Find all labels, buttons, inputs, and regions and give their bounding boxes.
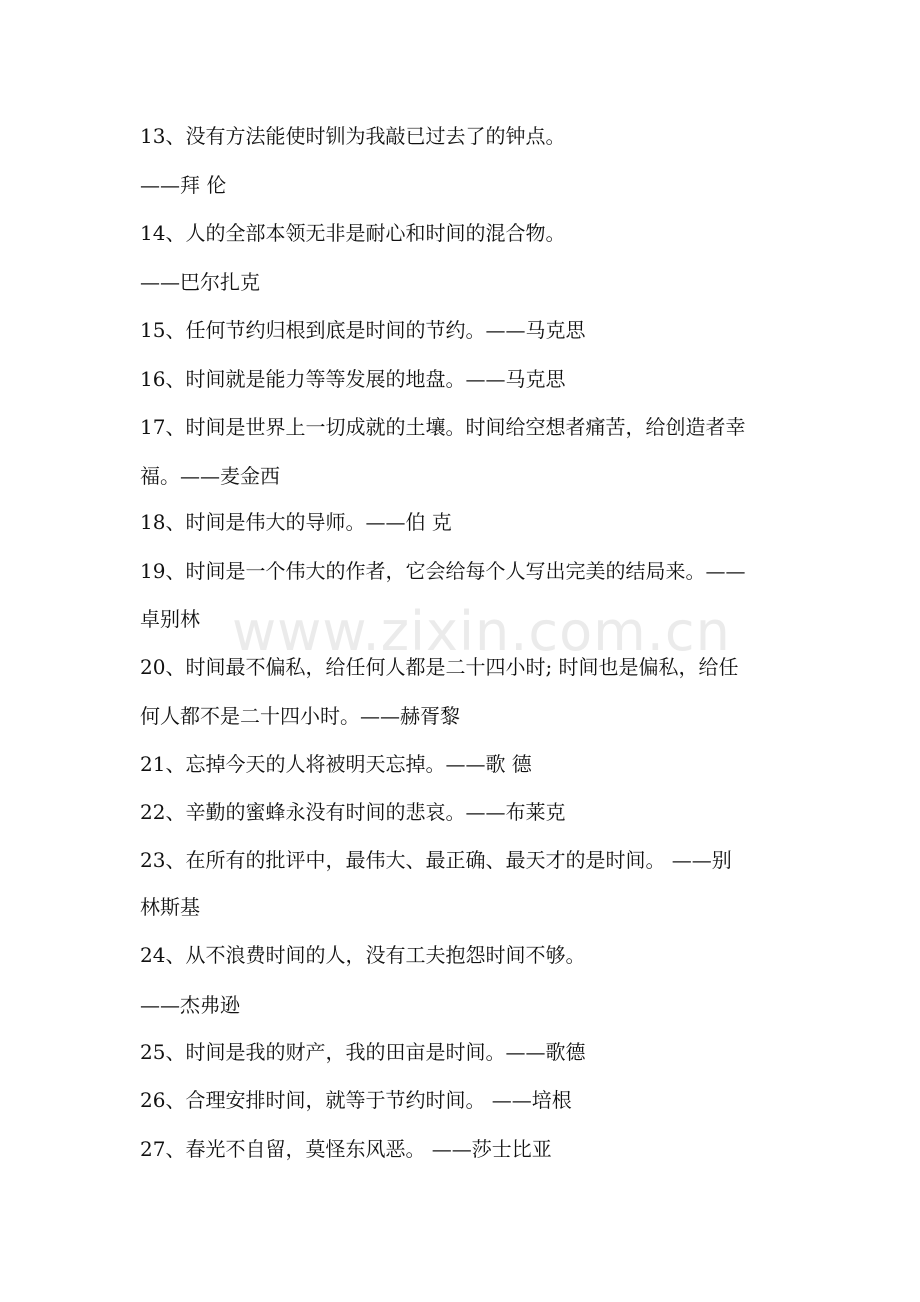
quote-line-17-cont: 福。——麦金西 xyxy=(140,464,280,488)
quote-line-20: 20、时间最不偏私，给任何人都是二十四小时; 时间也是偏私，给任 xyxy=(140,655,739,679)
quote-line-25: 25、时间是我的财产，我的田亩是时间。——歌德 xyxy=(140,1040,586,1064)
quote-line-23-cont: 林斯基 xyxy=(140,895,200,919)
quote-line-18: 18、时间是伟大的导师。——伯 克 xyxy=(140,510,452,534)
quote-line-21: 21、忘掉今天的人将被明天忘掉。——歌 德 xyxy=(140,752,532,776)
quote-author-24: ——杰弗逊 xyxy=(140,993,240,1017)
quote-line-26: 26、合理安排时间，就等于节约时间。 ——培根 xyxy=(140,1088,572,1112)
quote-line-15: 15、任何节约归根到底是时间的节约。——马克思 xyxy=(140,318,586,342)
quote-line-19-cont: 卓别林 xyxy=(140,607,200,631)
quote-line-13: 13、没有方法能使时钏为我敲已过去了的钟点。 xyxy=(140,124,566,148)
quote-line-16: 16、时间就是能力等等发展的地盘。——马克思 xyxy=(140,367,566,391)
quote-author-13: ——拜 伦 xyxy=(140,173,227,197)
quote-line-23: 23、在所有的批评中，最伟大、最正确、最天才的是时间。 ——别 xyxy=(140,848,732,872)
watermark: www.zixin.com.cn xyxy=(232,600,731,663)
quote-line-17: 17、时间是世界上一切成就的土壤。时间给空想者痛苦，给创造者幸 xyxy=(140,415,746,439)
quote-line-20-cont: 何人都不是二十四小时。——赫胥黎 xyxy=(140,704,460,728)
quote-line-22: 22、辛勤的蜜蜂永没有时间的悲哀。——布莱克 xyxy=(140,800,566,824)
quote-line-14: 14、人的全部本领无非是耐心和时间的混合物。 xyxy=(140,221,566,245)
quote-author-14: ——巴尔扎克 xyxy=(140,270,260,294)
quote-line-24: 24、从不浪费时间的人，没有工夫抱怨时间不够。 xyxy=(140,943,586,967)
quote-line-19: 19、时间是一个伟大的作者，它会给每个人写出完美的结局来。—— xyxy=(140,559,746,583)
quote-line-27: 27、春光不自留，莫怪东风恶。 ——莎士比亚 xyxy=(140,1137,552,1161)
